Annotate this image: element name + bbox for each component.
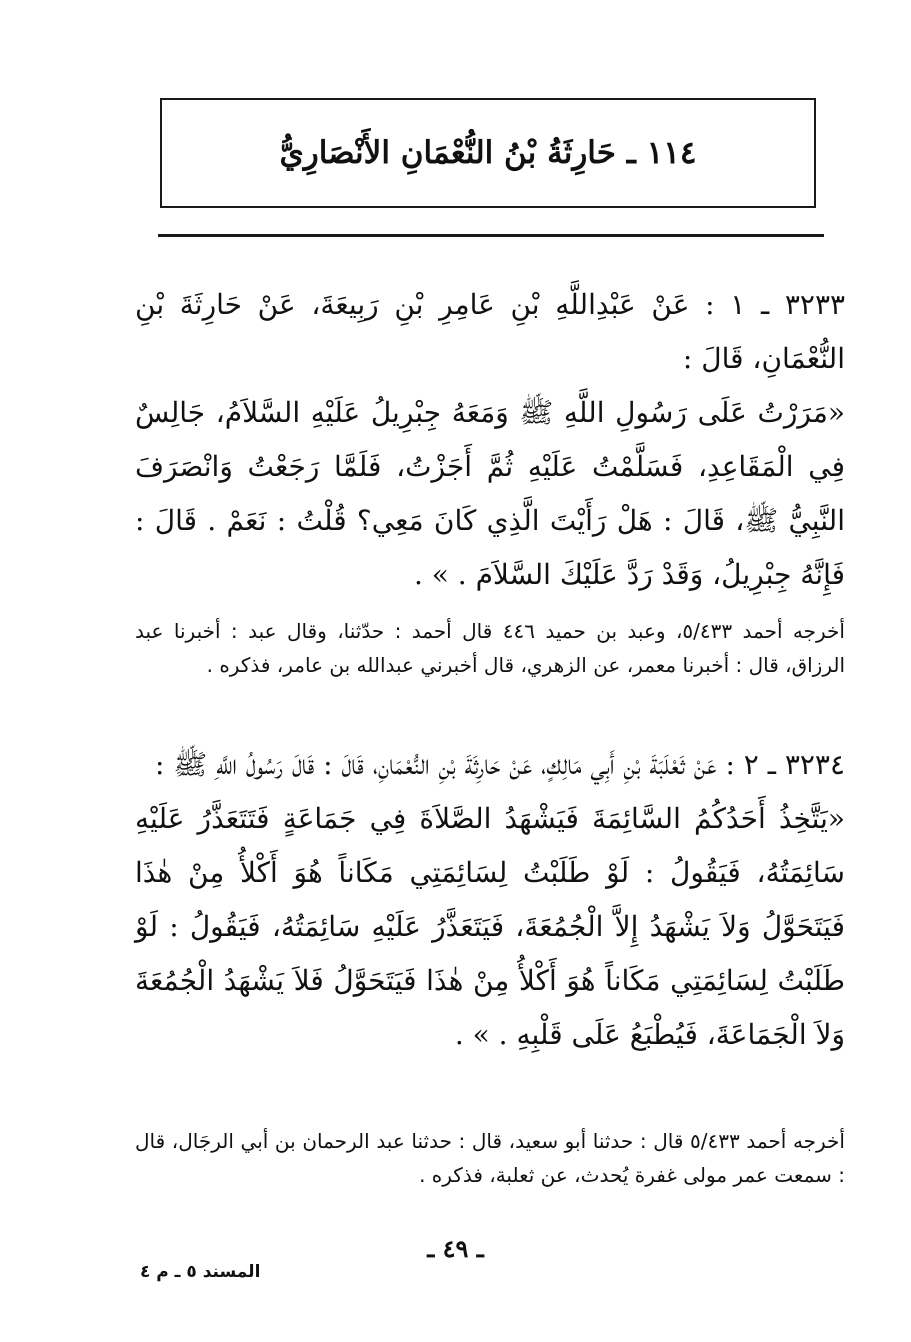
hadith-2-intro: ٣٢٣٤ ـ ٢ : عَنْ ثَعْلَبَةَ بْنِ أَبِي مَالِكٍ، عَنْ حَارِثَةَ بْنِ النُّعْمَانِ، قَالَ : قَالَ رَسُولُ اللَّهِ ﷺ : [154, 748, 845, 781]
chapter-title-box [160, 98, 816, 208]
title-divider [158, 234, 824, 237]
hadith-1-note [135, 614, 845, 682]
hadith-2-note [135, 1124, 845, 1192]
hadith-2-text: «يَتَّخِذُ أَحَدُكُمُ السَّائِمَةَ فَيَشْهَدُ الصَّلاَةَ فِي جَمَاعَةٍ فَتَتَعَذَّرُ عَلَيْهِ سَائِمَتُهُ، فَيَقُولُ : لَوْ طَلَبْتُ لِسَائِمَتِي مَكَاناً هُوَ أَكْلأُ مِنْ هٰذَا فَيَتَحَوَّلُ وَلاَ يَشْهَدُ إِلاَّ الْجُمُعَةَ، فَيَتَعَذَّرُ عَلَيْهِ سَائِمَتُهُ، فَيَقُولُ : لَوْ طَلَبْتُ لِسَائِمَتِي مَكَاناً هُوَ أَكْلأُ مِنْ هٰذَا فَيَتَحَوَّلُ فَلاَ يَشْهَدُ الْجُمُعَةَ وَلاَ الْجَمَاعَةَ، فَيُطْبَعُ عَلَى قَلْبِهِ . » . [135, 802, 845, 1051]
page-number: ـ ٤٩ ـ [427, 1234, 484, 1263]
chapter-title: ١١٤ ـ حَارِثَةُ بْنُ النُّعْمَانِ الأَنْصَارِيُّ [279, 135, 697, 171]
hadith-1-intro: ٣٢٣٣ ـ ١ : عَنْ عَبْدِاللَّهِ بْنِ عَامِرِ بْنِ رَبِيعَةَ، عَنْ حَارِثَةَ بْنِ النُّعْمَانِ، قَالَ : [135, 288, 846, 375]
hadith-block-2 [135, 738, 845, 1062]
signature-mark: المسند ٥ ـ م ٤ [140, 1262, 261, 1282]
hadith-1-note-text: أخرجه أحمد ٥/٤٣٣، وعبد بن حميد ٤٤٦ قال أحمد : حدّثنا، وقال عبد : أخبرنا عبد الرزاق، قال : أخبرنا معمر، عن الزهري، قال أخبرني عبدالله بن عامر، فذكره . [135, 619, 845, 677]
hadith-1-text: «مَرَرْتُ عَلَى رَسُولِ اللَّهِ ﷺ وَمَعَهُ جِبْرِيلُ عَلَيْهِ السَّلاَمُ، جَالِسٌ فِي الْمَقَاعِدِ، فَسَلَّمْتُ عَلَيْهِ ثُمَّ أَجَزْتُ، فَلَمَّا رَجَعْتُ وَانْصَرَفَ النَّبِيُّ ﷺ، قَالَ : هَلْ رَأَيْتَ الَّذِي كَانَ مَعِي؟ قُلْتُ : نَعَمْ . قَالَ : فَإِنَّهُ جِبْرِيلُ، وَقَدْ رَدَّ عَلَيْكَ السَّلاَمَ . » . [135, 396, 845, 591]
hadith-block-1 [135, 278, 845, 602]
hadith-2-note-text: أخرجه أحمد ٥/٤٣٣ قال : حدثنا أبو سعيد، قال : حدثنا عبد الرحمان بن أبي الرجَال، قال : سمعت عمر مولى غفرة يُحدث، عن ثعلبة، فذكره . [135, 1129, 845, 1187]
